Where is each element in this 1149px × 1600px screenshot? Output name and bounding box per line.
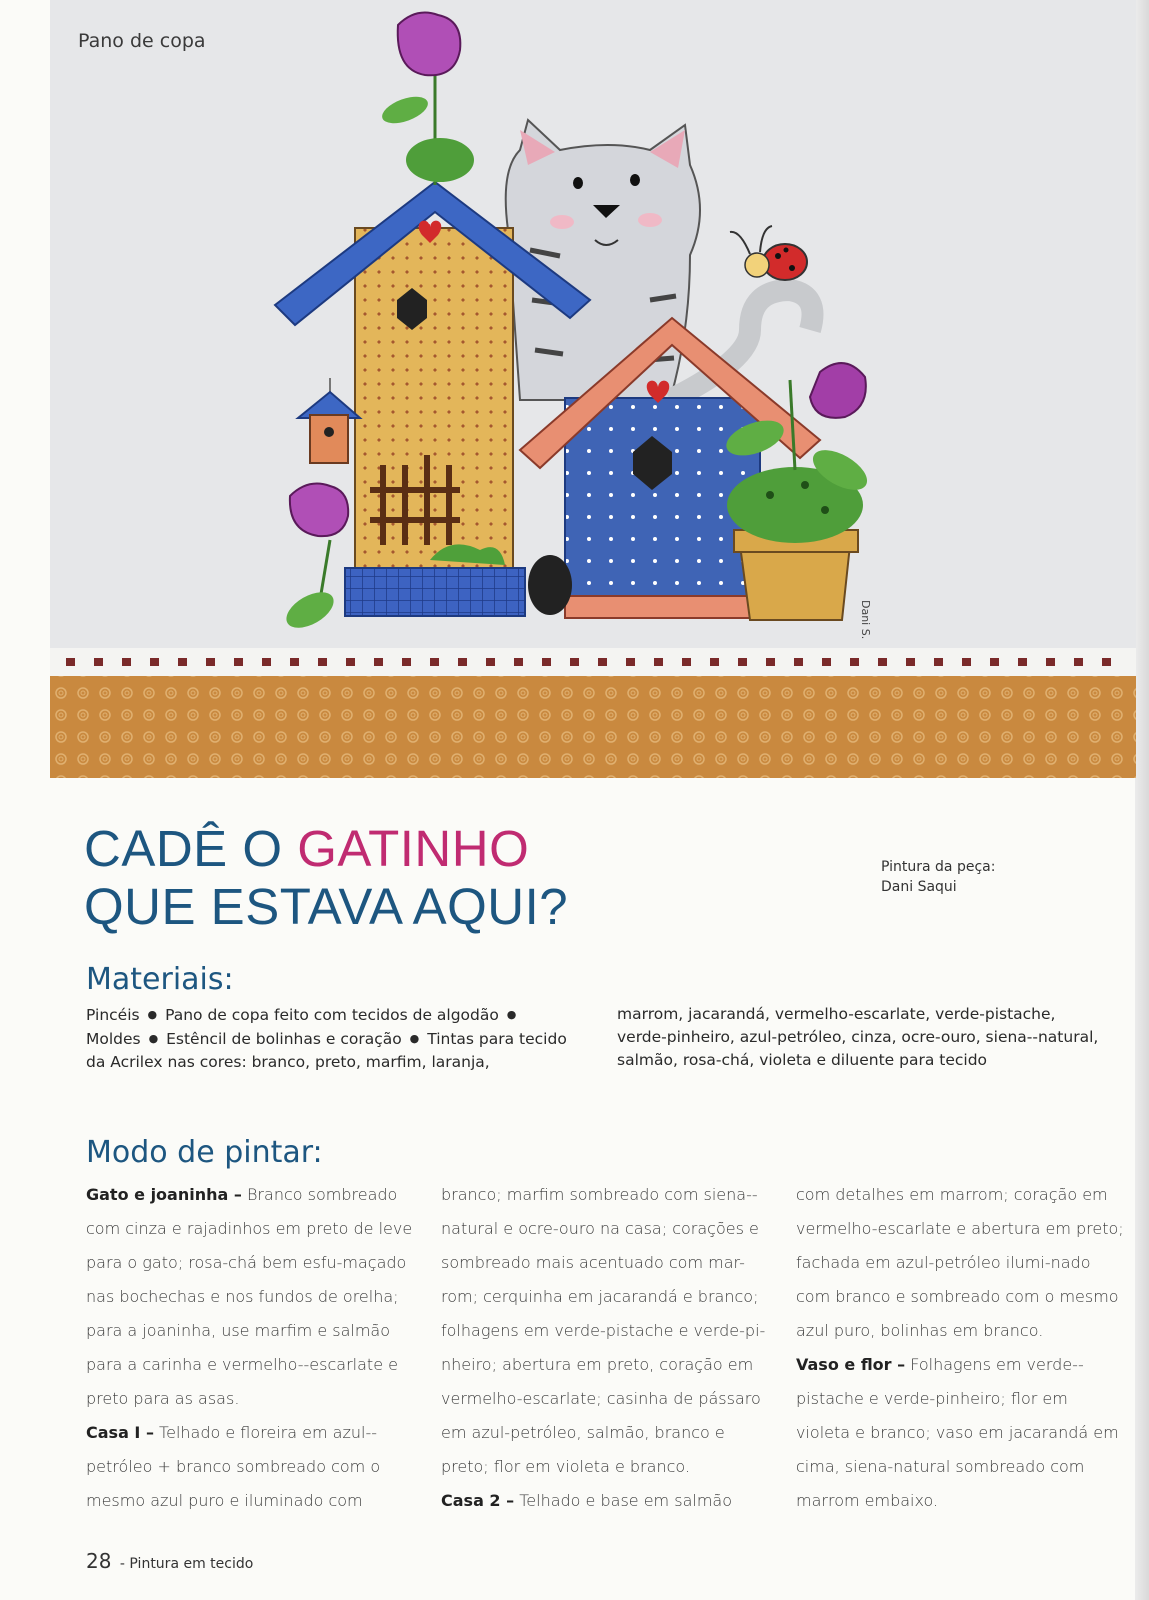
casa1-title: Casa I –	[86, 1423, 154, 1442]
page-number: 28	[86, 1549, 112, 1573]
method-column-1	[86, 1178, 416, 1518]
materials-heading: Materiais:	[86, 962, 234, 997]
vaso-title: Vaso e flor –	[796, 1355, 906, 1374]
casa2-text-start: Telhado e base em salmão	[519, 1491, 732, 1510]
vaso-text: Folhagens em verde--pistache e verde-pinheiro; flor em violeta e branco; vaso em jacarandá em cima, siena-natural sombreado com marrom embaixo.	[796, 1355, 1119, 1510]
article-title	[84, 820, 568, 936]
material-item: Pano de copa feito com tecidos de algodão	[165, 1006, 499, 1024]
method-column-2	[441, 1178, 771, 1518]
title-line2: QUE ESTAVA AQUI?	[84, 878, 569, 935]
materials-column-2: marrom, jacarandá, vermelho-escarlate, verde-pistache, verde-pinheiro, azul-petróleo, cinza, ocre-ouro, siena--natural, salmão, rosa-chá, violeta e diluente para tecido	[617, 1005, 1099, 1069]
section-label: Pano de copa	[78, 30, 206, 52]
bullet-icon: ●	[147, 1008, 158, 1021]
bullet-icon: ●	[506, 1008, 517, 1021]
gato-text: Branco sombreado com cinza e rajadinhos em preto de leve para o gato; rosa-chá bem esfu-maçado nas bochechas e nos fundos de orelha; para a joaninha, use marfim e salmão para a carinha e vermelho--escarlate e preto para as asas.	[86, 1185, 413, 1408]
credit-label: Pintura da peça:	[881, 859, 996, 875]
casa1-text-start: Telhado e floreira em azul--petróleo + branco sombreado com o mesmo azul puro e iluminado com	[86, 1423, 381, 1510]
page-edge	[1135, 0, 1149, 1600]
material-item: Moldes	[86, 1030, 141, 1048]
footer-separator: -	[119, 1556, 125, 1572]
artist-signature: Dani S.	[859, 600, 872, 640]
material-item: Pincéis	[86, 1006, 140, 1024]
materials-column-1	[86, 1003, 576, 1074]
casa1-text-continued: branco; marfim sombreado com siena--natural e ocre-ouro na casa; corações e sombreado mais acentuado com mar-rom; cerquinha em jacarandá e branco; folhagens em verde-pistache e verde-pi-nheiro; abertura em preto, coração em vermelho-escarlate; casinha de pássaro em azul-petróleo, salmão, branco e preto; flor em violeta e branco.	[441, 1185, 766, 1476]
material-item: Estêncil de bolinhas e coração	[166, 1030, 402, 1048]
casa2-title: Casa 2 –	[441, 1491, 515, 1510]
bullet-icon: ●	[409, 1032, 420, 1045]
material-item: Tintas para tecido da Acrilex nas cores: branco, preto, marfim, laranja,	[86, 1030, 567, 1071]
title-line1-start: CADÊ O	[84, 820, 298, 877]
bullet-icon: ●	[148, 1032, 159, 1045]
credit-name: Dani Saqui	[881, 879, 957, 895]
gato-title: Gato e joaninha –	[86, 1185, 242, 1204]
method-column-3	[796, 1178, 1126, 1518]
publication-name: Pintura em tecido	[129, 1556, 254, 1572]
painting-credit	[881, 857, 995, 897]
title-accent-word: GATINHO	[297, 820, 530, 877]
casa2-text-continued: com detalhes em marrom; coração em vermelho-escarlate e abertura em preto; fachada em azul-petróleo ilumi-nado com branco e sombreado com o mesmo azul puro, bolinhas em branco.	[796, 1185, 1124, 1340]
project-photo	[50, 0, 1136, 778]
painted-towel-illustration	[50, 0, 1136, 778]
method-heading: Modo de pintar:	[86, 1135, 323, 1170]
page-footer	[86, 1549, 253, 1573]
